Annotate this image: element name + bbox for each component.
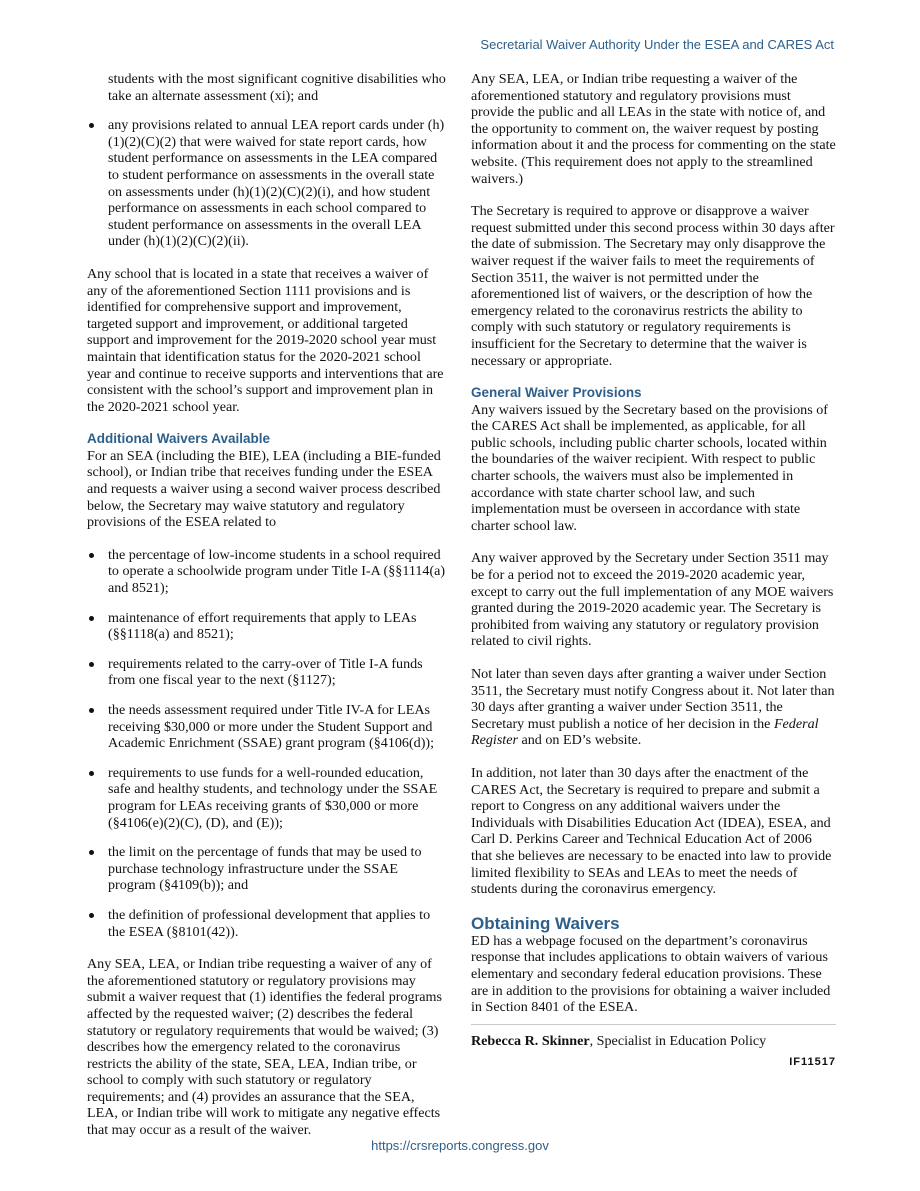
notice-text-start: Not later than seven days after granting a waiver under Section 3511, the Secretary must notify Congress about it. Not later than 30 days after granting a waiver under Section 3511, the Secretary must publish a notice of her decision in the <box>471 666 835 732</box>
list-item: requirements related to the carry-over of Title I-A funds from one fiscal year to the next (§1127); <box>87 656 447 689</box>
paragraph-public-notice: Any SEA, LEA, or Indian tribe requesting a waiver of the aforementioned statutory and regulatory provisions must provide the public and all LEAs in the state with notice of, and the opportunity to comment on, the waiver request by posting information about it and the process for commenting on the state website. (This requirement does not apply to the streamlined waivers.) <box>471 71 836 187</box>
list-item: any provisions related to annual LEA report cards under (h)(1)(2)(C)(2) that were waived for state report cards, how student performance on assessments in the LEA compared to student performance on assessments in the overall state on assessments under (h)(1)(2)(C)(2)(i), and how student performance on assessments in each school compared to student performance on assessments in the overall LEA under (h)(1)(2)(C)(2)(ii). <box>87 117 447 250</box>
footer-url: https://crsreports.congress.gov <box>371 1138 549 1153</box>
paragraph-congress-notice <box>471 666 836 749</box>
heading-general-waiver-provisions: General Waiver Provisions <box>471 385 642 401</box>
heading-additional-waivers: Additional Waivers Available <box>87 431 271 447</box>
bullet-list-report-cards <box>87 117 447 250</box>
paragraph-waiver-period: Any waiver approved by the Secretary under Section 3511 may be for a period not to exceed the 2019-2020 academic year, except to carry out the full implementation of any MOE waivers granted during the 2019-2020 academic year. The Secretary is prohibited from waiving any statutory or regulatory provision related to civil rights. <box>471 550 834 650</box>
list-item: the percentage of low-income students in a school required to operate a schoolwide program under Title I-A (§§1114(a) and 8521); <box>87 547 447 597</box>
bullet-continuation: students with the most significant cognitive disabilities who take an alternate assessment (xi); and <box>108 71 446 104</box>
bullet-list-waivable-provisions <box>87 547 447 940</box>
paragraph-waiver-request: Any SEA, LEA, or Indian tribe requesting a waiver of any of the aforementioned statutory or regulatory provisions may submit a waiver request that (1) identifies the federal programs affected by the requested waiver; (2) describes the federal statutory or regulatory requirements that would be waived; (3) describes how the emergency related to the coronavirus restricts the ability of the state, SEA, LEA, Indian tribe, or school to comply with such statutory or regulatory requirements; and (4) provides an assurance that the SEA, LEA, or Indian tribe will work to mitigate any negative effects that may occur as a result of the waiver. <box>87 956 442 1139</box>
federal-register-title: Federal Register <box>471 715 819 749</box>
divider <box>471 1024 836 1025</box>
paragraph-report-to-congress: In addition, not later than 30 days after the enactment of the CARES Act, the Secretary is required to prepare and submit a report to Congress on any additional waivers under the Individuals with Disabilities Education Act (IDEA), ESEA, and Carl D. Perkins Career and Technical Education Act of 2006 that she believes are necessary to be enacted into law to provide limited flexibility to SEAs and LEAs to meet the needs of students during the coronavirus emergency. <box>471 764 832 898</box>
author-name: Rebecca R. Skinner <box>471 1032 590 1049</box>
list-item: maintenance of effort requirements that apply to LEAs (§§1118(a) and 8521); <box>87 610 447 643</box>
paragraph-second-process: For an SEA (including the BIE), LEA (including a BIE-funded school), or Indian tribe that receives funding under the ESEA and requests a waiver using a second waiver process described below, the Secretary may waive statutory and regulatory provisions of the ESEA related to <box>87 447 441 531</box>
product-code: IF11517 <box>789 1056 836 1069</box>
running-header: Secretarial Waiver Authority Under the ESEA and CARES Act <box>480 37 834 52</box>
list-item: the definition of professional development that applies to the ESEA (§8101(42)). <box>87 907 447 940</box>
right-column <box>471 71 836 1071</box>
paragraph-ed-webpage: ED has a webpage focused on the department’s coronavirus response that includes applications to obtain waivers of various elementary and secondary federal education provisions. These are in addition to the provisions for obtaining a waiver included in Section 8401 of the ESEA. <box>471 932 831 1016</box>
heading-obtaining-waivers: Obtaining Waivers <box>471 913 620 933</box>
author-line <box>471 1033 836 1050</box>
paragraph-charter-schools: Any waivers issued by the Secretary based on the provisions of the CARES Act shall be implemented, as applicable, for all public schools, including public charter schools, located within the boundaries of the waiver recipient. With respect to public charter schools, the waivers must also be implemented in accordance with state charter school law, and such implementation must be overseen in accordance with state charter school law. <box>471 401 828 534</box>
paragraph-approval: The Secretary is required to approve or disapprove a waiver request submitted under this second process within 30 days after the date of submission. The Secretary may only disapprove the waiver request if the waiver fails to meet the requirements of Section 3511, the waiver is not permitted under the aforementioned list of waivers, or the description of how the emergency related to the coronavirus restricts the ability to comply with such statutory or regulatory requirements is insufficient for the Secretary to determine that the waiver is necessary or appropriate. <box>471 203 835 369</box>
paragraph-school-identification: Any school that is located in a state that receives a waiver of any of the aforementioned Section 1111 provisions and is identified for comprehensive support and improvement, targeted support and improvement, or additional targeted support and improvement for the 2019-2020 school year must maintain that identification status for the 2020-2021 school year and continue to receive supports and interventions that are consistent with the school’s support and improvement plan in the 2020-2021 school year. <box>87 265 444 415</box>
left-column <box>87 71 447 1155</box>
author-role: , Specialist in Education Policy <box>589 1032 767 1049</box>
notice-text-end: and on ED’s website. <box>517 732 642 749</box>
list-item: the needs assessment required under Title IV-A for LEAs receiving $30,000 or more under the Student Support and Academic Enrichment (SSAE) grant program (§4106(d)); <box>87 702 447 752</box>
list-item: the limit on the percentage of funds that may be used to purchase technology infrastructure under the SSAE program (§4109(b)); and <box>87 844 447 894</box>
list-item: requirements to use funds for a well-rounded education, safe and healthy students, and technology under the SSAE program for LEAs receiving grants of $30,000 or more (§4106(e)(2)(C), (D), and (E)); <box>87 765 447 831</box>
